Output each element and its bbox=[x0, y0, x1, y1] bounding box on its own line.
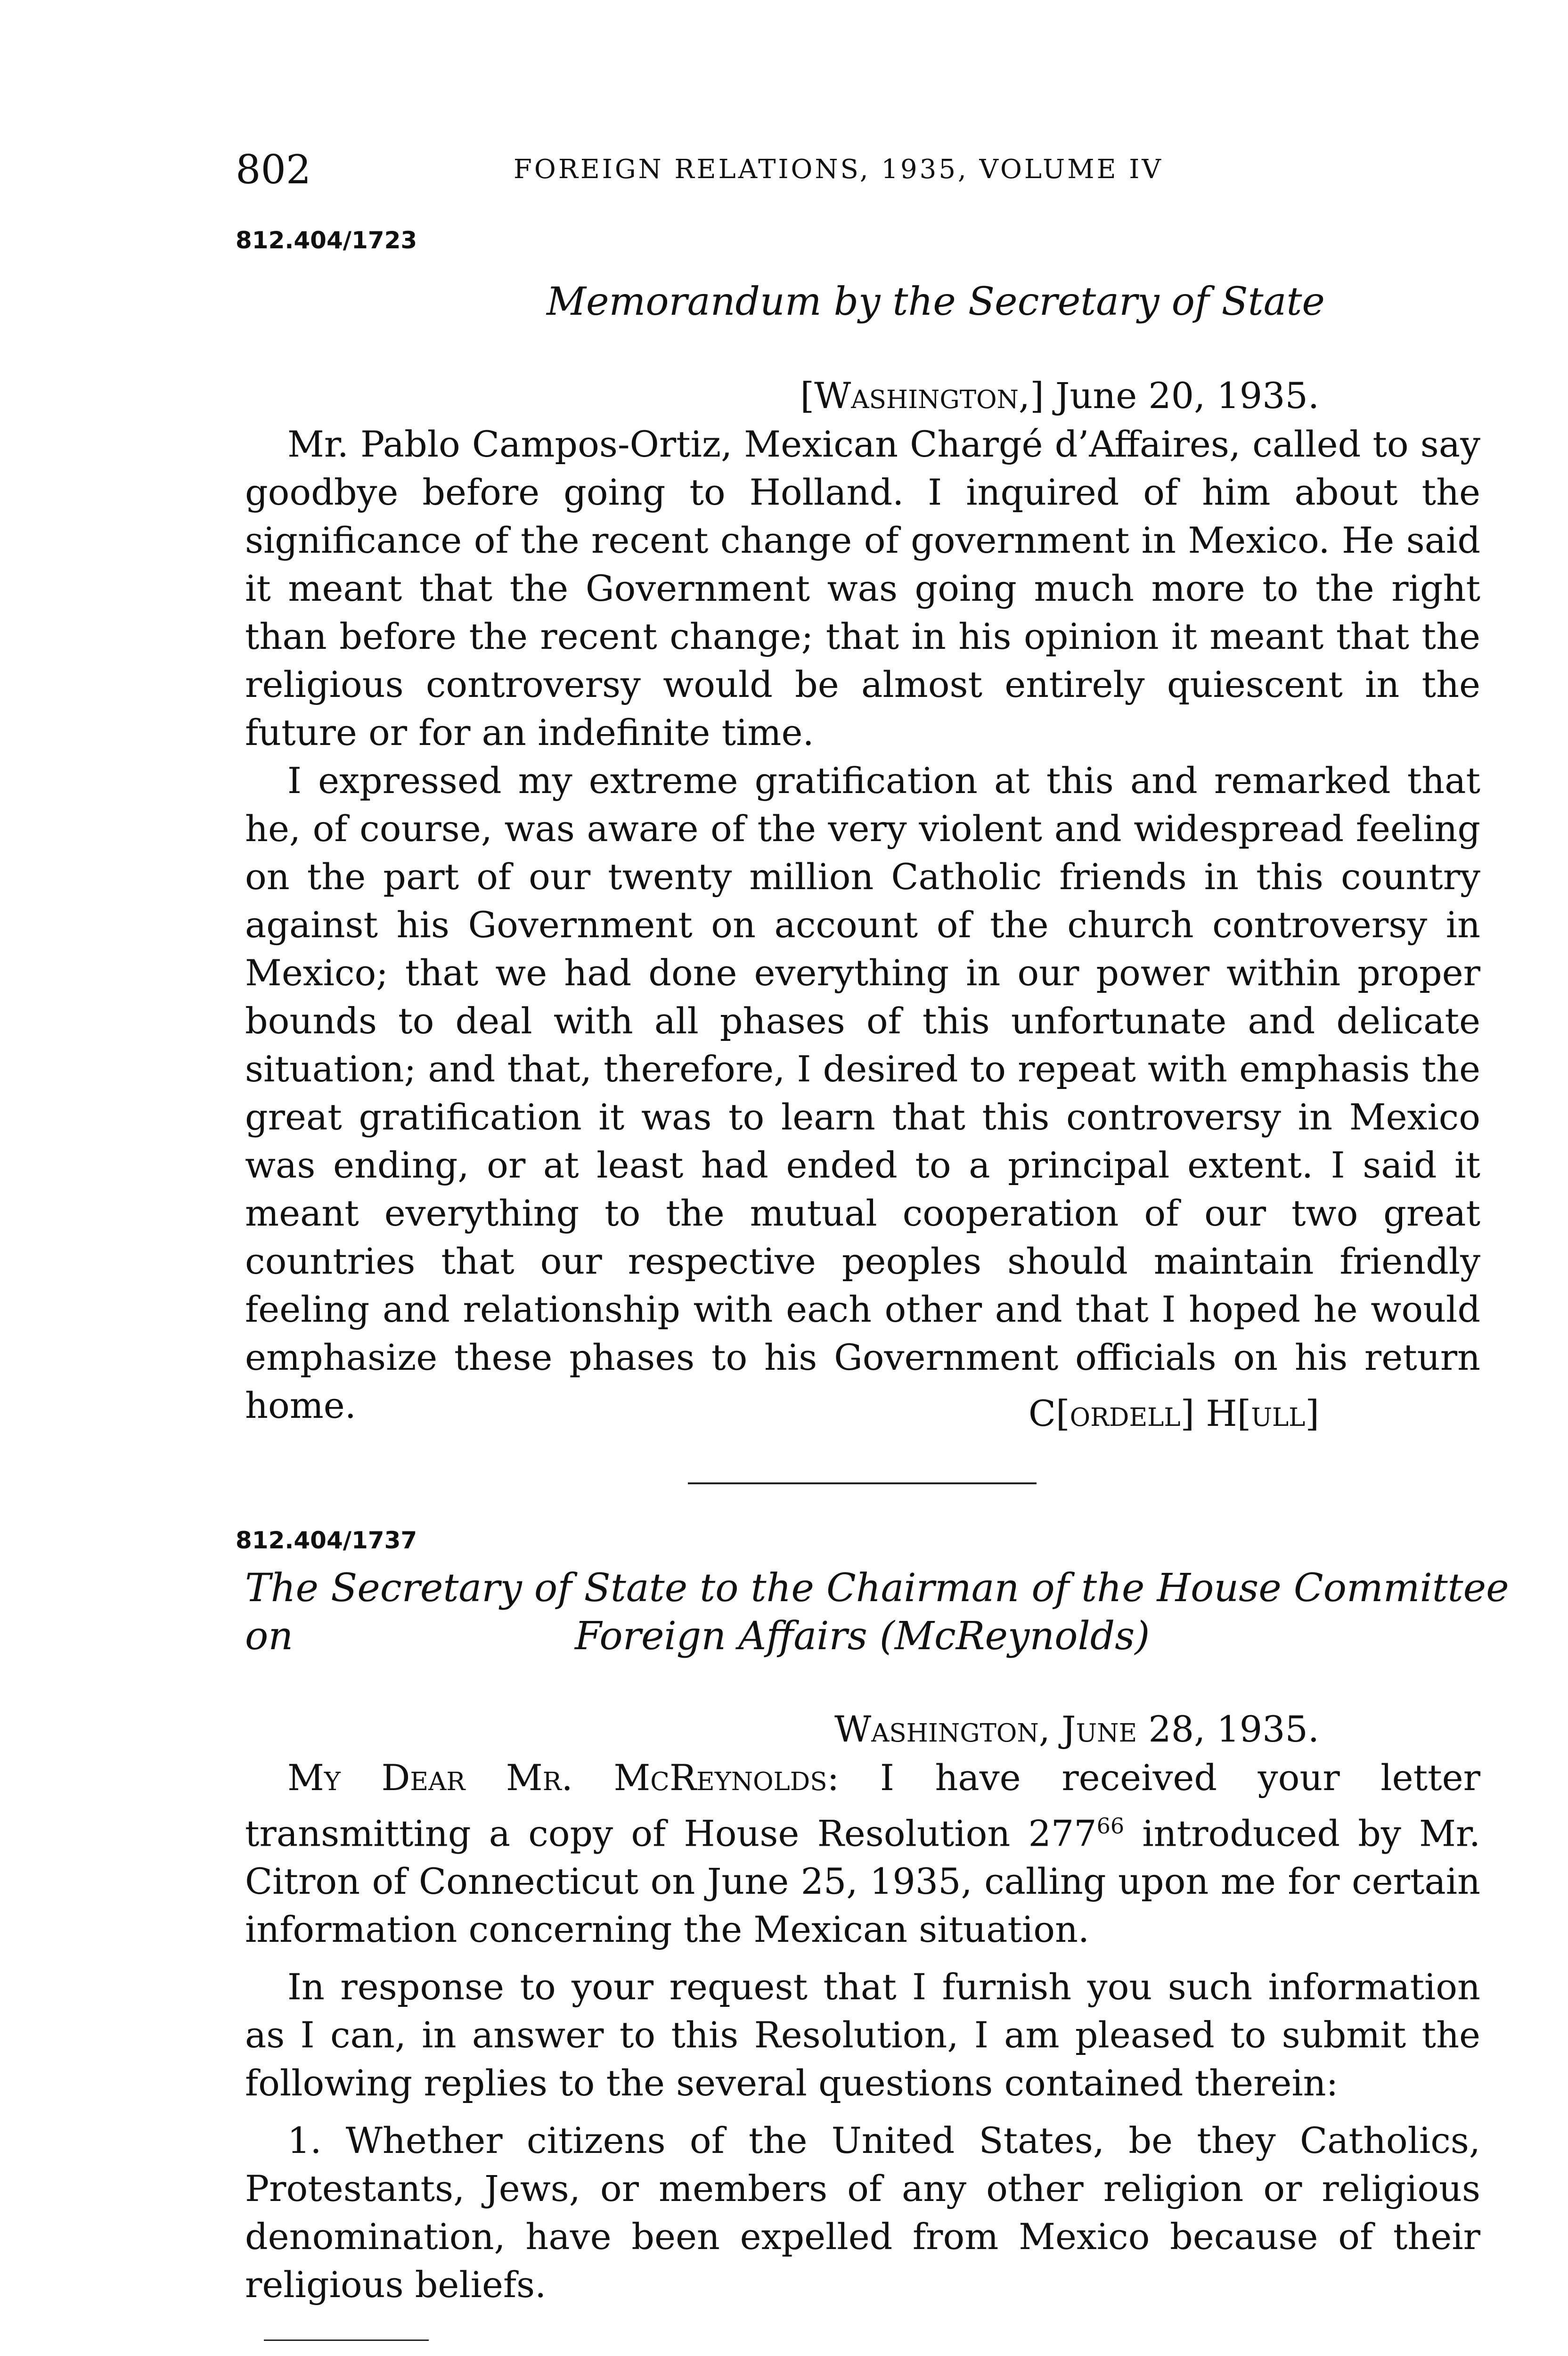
page-number: 802 bbox=[236, 147, 311, 193]
paragraph: In response to your request that I furnish you such information as I can, in answer to this Resolution, I am pleased to submit the following replies to the several questions contained therein: bbox=[245, 1966, 1480, 2104]
paragraph-text: I have received your letter transmitting a copy of House Resolution 277 bbox=[245, 1757, 1480, 1855]
section-divider bbox=[688, 1482, 1037, 1484]
file-number: 812.404/1723 bbox=[236, 227, 417, 254]
paragraph-text: introduced by Mr. Citron of Connecticut on June 25, 1935, calling upon me for certain information concerning the Mexican situation. bbox=[245, 1812, 1480, 1951]
footnote bbox=[264, 2351, 482, 2356]
running-head: FOREIGN RELATIONS, 1935, VOLUME IV bbox=[514, 154, 1163, 185]
dateline-date: June 20, 1935. bbox=[1055, 375, 1319, 417]
dateline-place: [Washington,] bbox=[800, 375, 1044, 417]
document-title: Memorandum by the Secretary of State bbox=[547, 279, 1325, 324]
dateline bbox=[800, 372, 1319, 419]
paragraph: 1. Whether citizens of the United States, be they Catholics, Protestants, Jews, or members of any other religion or religious denomination, have been expelled from Mexico because of their religious beliefs. bbox=[245, 2119, 1480, 2306]
page-header bbox=[236, 141, 1319, 203]
paragraph: I expressed my extreme gratification at this and remarked that he, of course, was aware of the very violent and widespread feeling on the part of our twenty million Catholic friends in this country against his Government on account of the church controversy in Mexico; that we had done everything in our power within proper bounds to deal with all phases of this unfortunate and delicate situation; and that, therefore, I desired to repeat with emphasis the great gratification it was to learn that this controversy in Mexico was ending, or at least had ended to a principal extent. I said it meant everything to the mutual cooperation of our two great countries that our respective peoples should maintain friendly feeling and relationship with each other and that I hoped he would emphasize these phases to his Government officials on his return home. bbox=[245, 760, 1480, 1426]
footnote-reference: 66 bbox=[1096, 1813, 1125, 1839]
paragraph: Mr. Pablo Campos-Ortiz, Mexican Chargé d’Affaires, called to say goodbye before going to Holland. I inquired of him about the significance of the recent change of government in Mexico. He said it meant that the Government was going much more to the right than before the recent change; that in his opinion it meant that the religious controversy would be almost entirely quiescent in the future or for an indefinite time. bbox=[245, 423, 1480, 753]
dateline: Washington, June 28, 1935. bbox=[834, 1708, 1319, 1750]
file-number: 812.404/1737 bbox=[236, 1527, 417, 1554]
paragraph bbox=[245, 1754, 1480, 1954]
memorandum-body bbox=[245, 420, 1480, 1430]
document-title-continued: Foreign Affairs (McReynolds) bbox=[575, 1614, 1150, 1659]
footnote-divider bbox=[264, 2340, 429, 2341]
letter-body bbox=[245, 1754, 1480, 2309]
signature: C[ordell] H[ull] bbox=[1028, 1392, 1319, 1434]
salutation: My Dear Mr. McReynolds: bbox=[287, 1757, 840, 1799]
document-title: The Secretary of State to the Chairman of the House Committee on bbox=[245, 1566, 1509, 1659]
